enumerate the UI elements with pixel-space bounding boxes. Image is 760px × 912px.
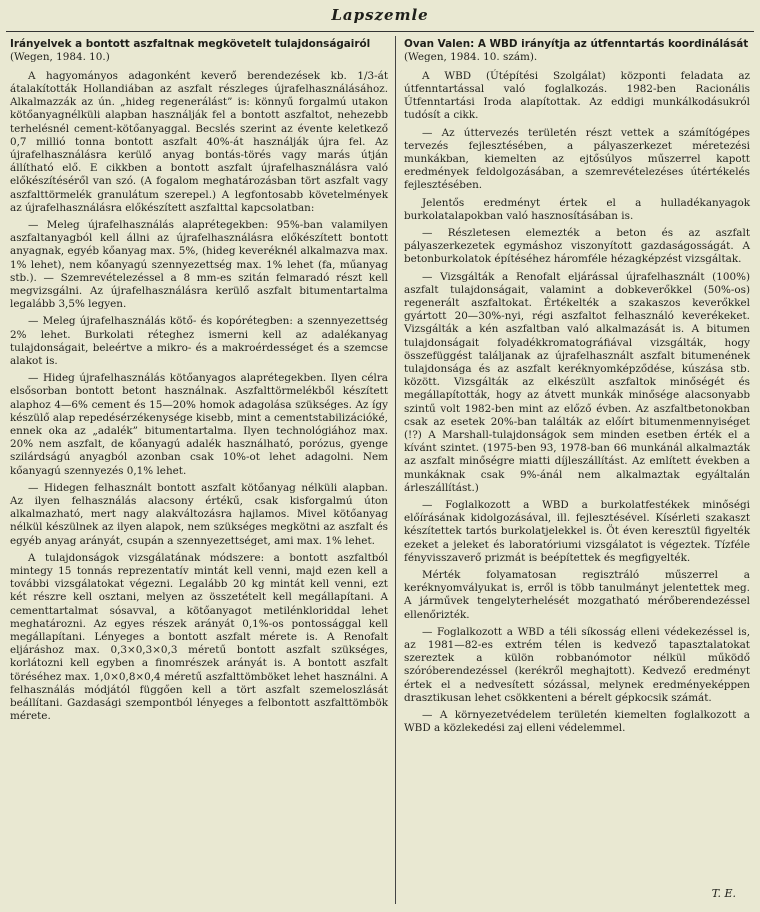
right-paragraph: Jelentős eredményt értek el a hulladékanyagok burkolatalapokban való hasznosításában is. — [404, 196, 750, 222]
left-article-source: (Wegen, 1984. 10.) — [10, 50, 110, 63]
header-rule — [6, 31, 754, 32]
right-paragraph: — Vizsgálták a Renofalt eljárással újrafelhasznált (100%) aszfalt tulajdonságait, valamint a dobkeverőkkel (50%-os) regenerált aszfaltokat. Értékelték a szakaszos keverőkkel gyártott 20—30%-nyi, régi aszfaltot felhasználó keverékeket. Vizsgálták a kén aszfaltban való alkalmazását is. A bitumen tulajdonságait folyadékkromatográfiával vizsgálták, hogy összefüggést találjanak az újrafelhasznált aszfalt bitumenének tulajdonsága és az aszfalt keréknyomképződése, kúszása stb. között. Vizsgálták az elkészült aszfaltok minőségét és megállapították, hogy az átvett munkák minősége alacsonyabb szintű volt 1982-ben mint az előző évben. Az aszfaltbetonokban csak az esetek 20%-ban találták az előírt bitumenmennyiséget (!?) A Marshall-tulajdonságok sem minden esetben érték el a kívánt szintet. (1975-ben 93, 1978-ban 66 munkánál alkalmazták az aszfalt minőségre miatti díjleszállítást. Az említett években a munkáknak csak 9%-ánál nem alkalmaztak egyáltalán árleszállítást.) — [404, 270, 750, 494]
right-paragraph: Mérték folyamatosan regisztráló műszerrel a keréknyomvályukat is, erről is több tanulmányt jelentettek meg. A járművek tengelyterhelését mozgatható mérőberendezéssel ellenőrizték. — [404, 569, 750, 621]
right-paragraph: — A környezetvédelem területén kiemelten foglalkozott a WBD a közlekedési zaj elleni védelemmel. — [404, 709, 750, 735]
right-paragraph: — Foglalkozott a WBD a téli síkosság elleni védekezéssel is, az 1981—82-es extrém télen is kedvező tapasztalatokat szereztek a külön robbanómotor nélkül működő szóróberendezéssel (kerékről meghajtott). Kedvező eredményt értek el a nedvesített sózással, melynek eredményeképpen drasztikusan lehet csökkenteni a bérelt gépkocsik számát. — [404, 625, 750, 704]
right-article-source: (Wegen, 1984. 10. szám). — [404, 50, 538, 63]
page-title: Lapszemle — [331, 6, 429, 24]
author-signature: T. E. — [711, 887, 736, 900]
left-article-title: Irányelvek a bontott aszfaltnak megkövetelt tulajdonságairól — [10, 38, 371, 50]
left-paragraph: — Meleg újrafelhasználás alaprétegekben: 95%-ban valamilyen aszfaltanyagból kell állni az újrafelhasználásra előkészített bontott anyagnak, egyéb kőanyag max. 5%, (hideg keveréknél alkalmazva max. 1% lehet), nem kőanyagú szennyezettség max. 1% lehet (fa, műanyag stb.). — Szemrevételezéssel a 8 mm-es szitán felmaradó részt kell megvizsgálni. Az újrafelhasználásra kerülő aszfalt bitumentartalma legalább 3,5% legyen. — [10, 218, 388, 311]
left-paragraph: — Meleg újrafelhasználás kötő- és kopórétegben: a szennyezettség 2% lehet. Burkolati réteghez ismerni kell az adalékanyag tulajdonságait, beleértve a mikro- és a makroérdességet és a szemcse alakot is. — [10, 315, 388, 367]
left-paragraph: A tulajdonságok vizsgálatának módszere: a bontott aszfaltból mintegy 15 tonnás reprezentatív mintát kell venni, majd ezen kell a további vizsgálatokat végezni. Legalább 20 kg mintát kell venni, ezt két részre kell osztani, melyen az összetételt kell megállapítani. A cementtartalmat sósavval, a kötőanyagot metilénkloriddal lehet meghatározni. Az egyes részek arányát 0,1%-os pontossággal kell megállapítani. Lényeges a bontott aszfalt mérete is. A Renofalt eljáráshoz max. 0,3×0,3×0,3 méretű bontott aszfalt szükséges, korlátozni kell egyben a finomrészek arányát is. A bontott aszfalt töréséhez max. 1,0×0,8×0,4 méretű aszfalttömböket lehet használni. A felhasználás módjától függően kell a tört aszfalt szemeloszlását beállítani. Gazdasági szempontból lényeges a felbontott aszfalttömbök mérete. — [10, 551, 388, 723]
right-paragraph: A WBD (Útépítési Szolgálat) központi feladata az útfenntartással való foglalkozás. 1982-ben Racionális Útfenntartási Iroda alapítottak. Az eddigi munkálkodásukról tudósít a cikk. — [404, 69, 750, 122]
left-paragraph: A hagyományos adagonként keverő berendezések kb. 1/3-át átalakították Hollandiában az aszfalt részleges újrafelhasználásához. Alkalmazzák az ún. „hideg regenerálást” is: könnyű forgalmú utakon kötőanyagnélküli alapban használják fel a bontott aszfaltot, nehezebb terhelésnél cement-kötőanyaggal. Becslés szerint az évente keletkező 0,7 millió tonna bontott aszfalt 40%-át használják újra fel. Az újrafelhasználásra kerülő anyag bontás-törés vagy marás útján állítható elő. E cikkben a bontott aszfalt újrafelhasználásra való előkészítéséről van szó. (A fogalom meghatározásban tört aszfalt vagy aszfalttörmelék granulátum szerepel.) A legfontosabb követelmények az újrafelhasználásra előkészített aszfalttal kapcsolatban: — [10, 69, 388, 214]
left-article — [10, 38, 388, 727]
right-article-title: Ovan Valen: A WBD irányítja az útfenntartás koordinálását — [404, 38, 749, 50]
right-paragraph: — Az úttervezés területén részt vettek a számítógépes tervezés fejlesztésében, a pályaszerkezet méretezési munkákban, kiemelten az ejtősúlyos műszerrel kapott eredmények feldolgozásában, a szemrevételezéses útértékelés fejlesztésében. — [404, 126, 750, 192]
column-divider — [395, 36, 396, 904]
left-paragraph: — Hideg újrafelhasználás kötőanyagos alaprétegekben. Ilyen célra elsősorban bontott betont használnak. Aszfalttörmelékből készített alaphoz 4—6% cement és 15—20% homok adagolása szükséges. Az így készülő alap repedésérzékenysége kisebb, mint a cementstabilizációké, ennek oka az „adalék” bitumentartalma. Ilyen technológiához max. 20% nem aszfalt, de kőanyagú adalék használható, porózus, gyenge szilárdságú anyagból azonban csak 10%-ot lehet adagolni. Nem kőanyagú szennyezés 0,1% lehet. — [10, 372, 388, 477]
right-article — [404, 38, 750, 739]
right-paragraph: — Foglalkozott a WBD a burkolatfestékek minőségi előírásának kidolgozásával, ill. fejlesztésével. Kísérleti szakaszt készítettek tartós burkolatjelekkel is. Öt éven keresztül figyelték ezeket a jeleket és laboratóriumi vizsgálatot is végeztek. Tízféle fényvisszaverő prizmát is beépítettek és megfigyelték. — [404, 499, 750, 564]
right-paragraph: — Részletesen elemezték a beton és az aszfalt pályaszerkezetek egymáshoz viszonyított gazdaságosságát. A betonburkolatok építéséhez háromféle hézagképzést vizsgáltak. — [404, 226, 750, 266]
left-paragraph: — Hidegen felhasznált bontott aszfalt kötőanyag nélküli alapban. Az ilyen felhasználás alacsony értékű, csak kisforgalmú úton alkalmazható, mert nagy alakváltozásra hajlamos. Mivel kötőanyag nélkül készülnek az ilyen alapok, nem szükséges megkötni az aszfalt és egyéb anyag arányát, csupán a szennyezettséget, ami max. 1% lehet. — [10, 481, 388, 547]
